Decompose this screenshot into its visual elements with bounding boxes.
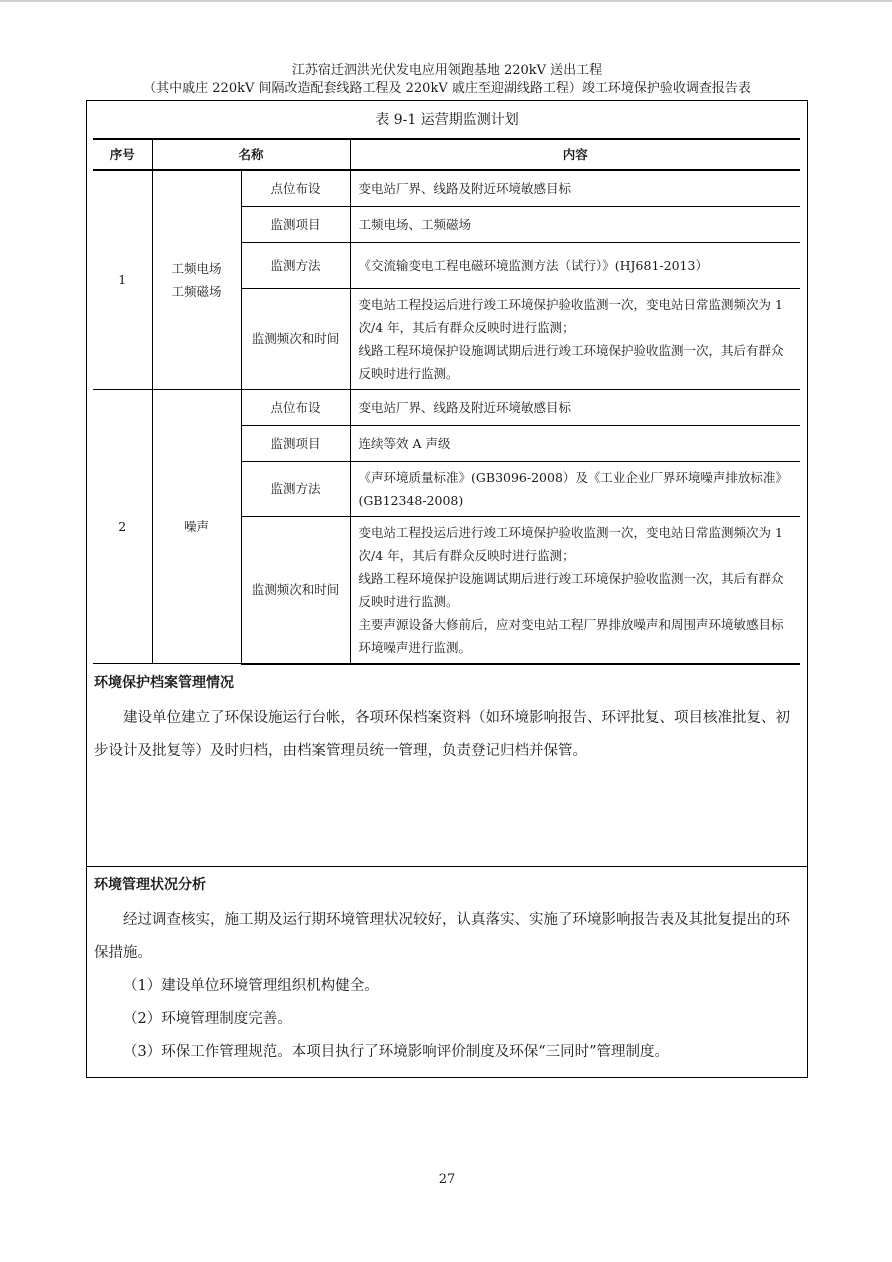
table-row — [93, 170, 800, 206]
page-number: 27 — [438, 1172, 456, 1187]
row-label: 点位布设 — [241, 170, 350, 206]
row-content — [350, 425, 800, 461]
section-divider — [86, 866, 808, 867]
row-label: 监测频次和时间 — [241, 516, 350, 664]
archive-paragraph-block — [94, 702, 794, 768]
content-line: 线路工程环境保护设施调试期后进行竣工环境保护验收监测一次，其后有群众反映时进行监测。 — [358, 342, 784, 381]
document-header — [86, 62, 808, 98]
row-label: 监测项目 — [241, 206, 350, 242]
content-line: 《交流输变电工程电磁环境监测方法（试行）》(HJ681-2013） — [358, 257, 708, 273]
group-number: 2 — [93, 389, 152, 664]
row-content — [350, 206, 800, 242]
row-content — [350, 461, 800, 516]
row-content — [350, 389, 800, 425]
table-header-row — [93, 139, 800, 170]
col-header-name: 名称 — [152, 139, 350, 170]
row-label: 监测方法 — [241, 242, 350, 288]
group-name — [152, 170, 241, 389]
row-content — [350, 170, 800, 206]
archive-section-title: 环境保护档案管理情况 — [94, 675, 234, 691]
table-caption: 表 9-1 运营期监测计划 — [375, 112, 519, 128]
analysis-paragraph: 经过调查核实，施工期及运行期环境管理状况较好，认真落实、实施了环境影响报告表及其批复提出的环保措施。 — [94, 912, 790, 961]
analysis-item: （1）建设单位环境管理组织机构健全。 — [123, 978, 379, 994]
monitoring-plan-table — [93, 138, 800, 665]
content-line: 变电站工程投运后进行竣工环境保护验收监测一次，变电站日常监测频次为 1 次/4 年，其后有群众反映时进行监测； — [358, 524, 783, 563]
row-label: 监测方法 — [241, 461, 350, 516]
content-line: 工频电场、工频磁场 — [358, 216, 472, 232]
content-line: 变电站工程投运后进行竣工环境保护验收监测一次，变电站日常监测频次为 1 次/4 年，其后有群众反映时进行监测； — [358, 296, 783, 335]
row-content — [350, 516, 800, 664]
header-line-1: 江苏宿迁泗洪光伏发电应用领跑基地 220kV 送出工程 — [291, 63, 603, 78]
archive-paragraph: 建设单位建立了环保设施运行台帐，各项环保档案资料（如环境影响报告、环评批复、项目核准批复、初步设计及批复等）及时归档，由档案管理员统一管理，负责登记归档并保管。 — [94, 710, 790, 759]
analysis-item: （3）环保工作管理规范。本项目执行了环境影响评价制度及环保“三同时”管理制度。 — [123, 1044, 670, 1060]
analysis-section-title: 环境管理状况分析 — [94, 877, 206, 893]
content-line: 主要声源设备大修前后，应对变电站工程厂界排放噪声和周围声环境敏感目标环境噪声进行监测。 — [358, 616, 784, 655]
content-line: 连续等效 A 声级 — [358, 435, 451, 451]
content-line: 线路工程环境保护设施调试期后进行竣工环境保护验收监测一次，其后有群众反映时进行监测。 — [358, 570, 784, 609]
content-line: 《声环境质量标准》(GB3096-2008）及《工业企业厂界环境噪声排放标准》(GB12348-2008) — [358, 469, 788, 508]
group-number: 1 — [93, 170, 152, 389]
group-name-line: 工频磁场 — [171, 283, 222, 299]
header-line-2: （其中戚庄 220kV 间隔改造配套线路工程及 220kV 戚庄至迎湖线路工程）竣工环境保护验收调查报告表 — [143, 81, 751, 96]
top-border-line — [0, 0, 892, 2]
row-label: 点位布设 — [241, 389, 350, 425]
content-line: 变电站厂界、线路及附近环境敏感目标 — [358, 399, 572, 415]
row-content — [350, 242, 800, 288]
col-header-content: 内容 — [350, 139, 800, 170]
analysis-item: （2）环境管理制度完善。 — [123, 1011, 292, 1027]
group-name: 噪声 — [152, 389, 241, 664]
row-label: 监测项目 — [241, 425, 350, 461]
analysis-paragraph-block — [94, 904, 794, 1069]
content-line: 变电站厂界、线路及附近环境敏感目标 — [358, 180, 572, 196]
row-content — [350, 288, 800, 389]
col-header-no: 序号 — [93, 139, 152, 170]
group-name-line: 工频电场 — [171, 260, 222, 276]
row-label: 监测频次和时间 — [241, 288, 350, 389]
table-row — [93, 389, 800, 425]
